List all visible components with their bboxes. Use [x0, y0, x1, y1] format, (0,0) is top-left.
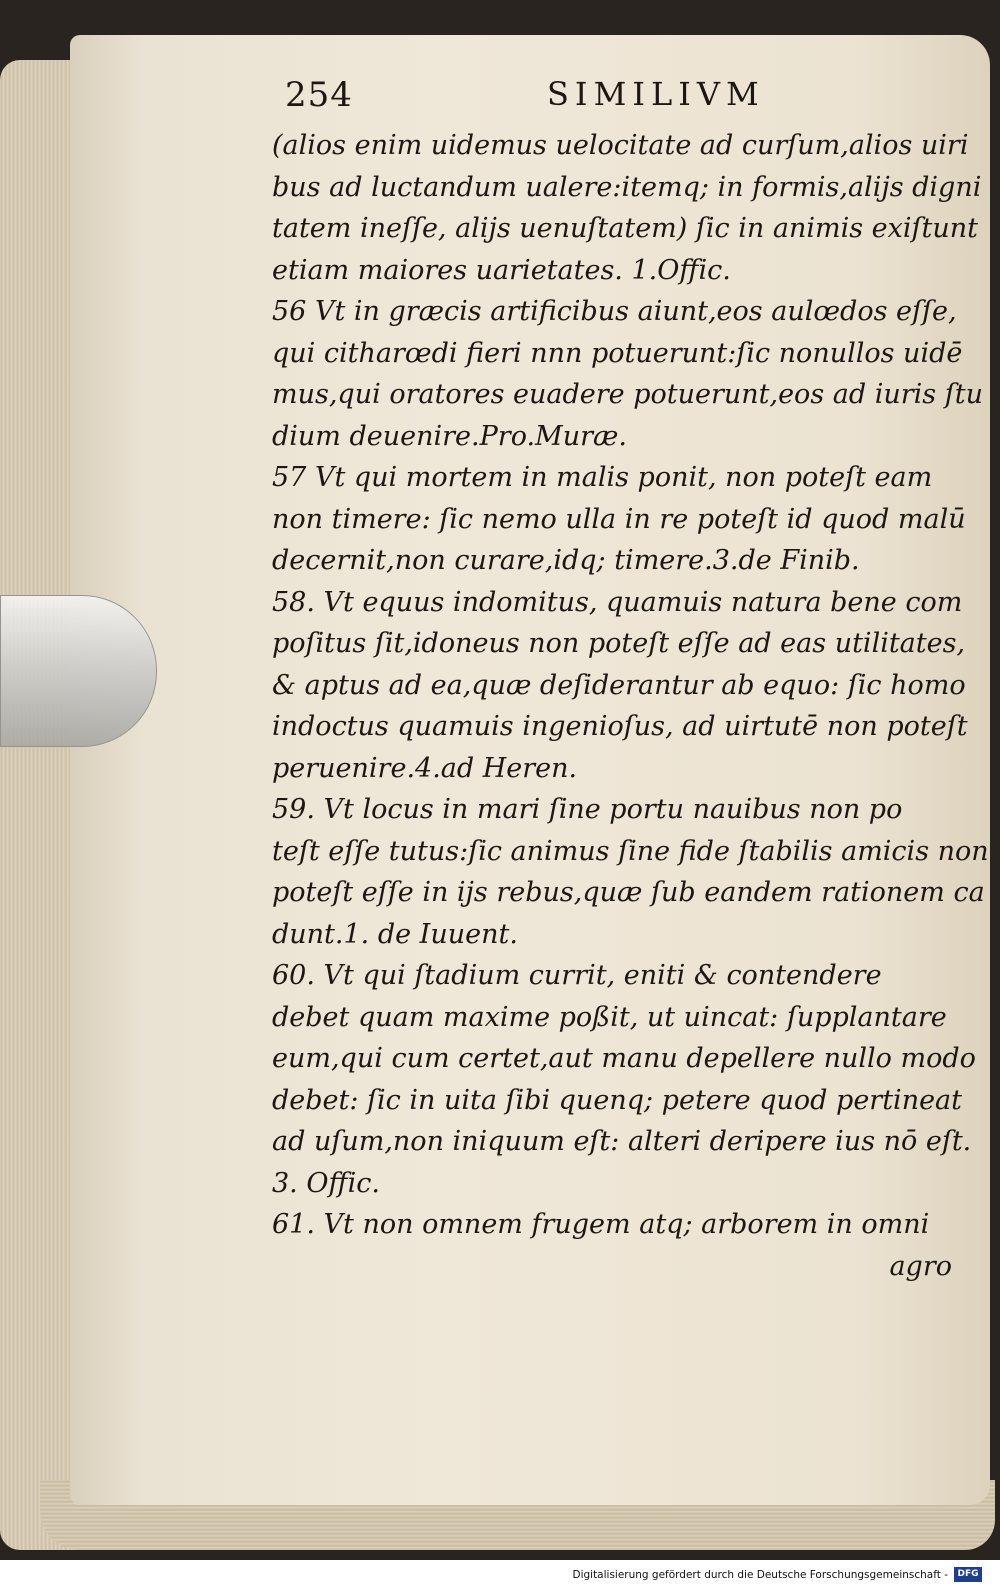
- text-line: poteſt eſſe in ijs rebus,quæ ſub eandem rationem ca: [272, 877, 985, 908]
- text-line: ad uſum,non iniquum eſt: alteri deripere ius nō eſt.: [272, 1126, 972, 1157]
- text-line: etiam maiores uarietates. 1.Offic.: [272, 254, 731, 286]
- text-line: non timere: ſic nemo ulla in re poteſt id quod malū: [272, 503, 966, 535]
- text-line: peruenire.4.ad Heren.: [272, 752, 578, 784]
- text-line: mus,qui oratores euadere potuerunt,eos ad iuris ſtu: [272, 379, 983, 410]
- text-line: & aptus ad ea,quæ deſiderantur ab equo: ſic homo: [272, 669, 966, 701]
- text-line: 60. Vt qui ſtadium currit, eniti & contendere: [272, 960, 882, 991]
- text-line: 56 Vt in græcis artificibus aiunt,eos aulœdos eſſe,: [272, 296, 957, 327]
- text-line: poſitus ſit,idoneus non poteſt eſſe ad eas utilitates,: [272, 628, 966, 659]
- text-line: 59. Vt locus in mari ſine portu nauibus non po: [272, 794, 903, 825]
- text-line: 57 Vt qui mortem in malis ponit, non poteſt eam: [272, 462, 933, 493]
- text-line: decernit,non curare,idq; timere.3.de Finib.: [272, 545, 860, 576]
- text-line: debet quam maxime poßit, ut uincat: ſupplantare: [272, 1001, 947, 1033]
- page-header: [285, 75, 955, 125]
- text-line: indoctus quamuis ingenioſus, ad uirtutē non poteſt: [272, 711, 968, 742]
- page-number: 254: [285, 75, 353, 115]
- text-line: 3. Offic.: [272, 1167, 380, 1199]
- text-line: (alios enim uidemus uelocitate ad curſum,alios uiri: [272, 130, 969, 161]
- body-text: [272, 125, 989, 1287]
- text-line: debet: ſic in uita ſibi quenq; petere quod pertineat: [272, 1084, 963, 1116]
- text-line: qui citharœdi fieri nnn potuerunt:ſic nonullos uidē: [272, 337, 963, 369]
- text-line: dium deuenire.Pro.Muræ.: [272, 420, 627, 452]
- text-line: 58. Vt equus indomitus, quamuis natura bene com: [272, 586, 963, 618]
- text-line: tatem ineſſe, alijs uenuſtatem) ſic in animis exiſtunt: [272, 213, 978, 244]
- footer-bar: [0, 1560, 1000, 1591]
- text-line: eum,qui cum certet,aut manu depellere nullo modo: [272, 1043, 976, 1074]
- page-holder-clip: [0, 595, 157, 747]
- footer-credit: Digitalisierung gefördert durch die Deutsche Forschungsgemeinschaft -: [572, 1569, 948, 1581]
- running-head: SIMILIVM: [547, 75, 765, 113]
- text-line: 61. Vt non omnem frugem atq; arborem in omni: [272, 1209, 930, 1240]
- catchword: agro: [889, 1250, 952, 1282]
- text-line: dunt.1. de Iuuent.: [272, 918, 518, 950]
- text-line: bus ad luctandum ualere:itemq; in formis,alijs digni: [272, 171, 982, 203]
- text-line: teſt eſſe tutus:ſic animus ſine fide ſtabilis amicis non: [272, 835, 989, 867]
- dfg-logo-icon: DFG: [954, 1567, 982, 1582]
